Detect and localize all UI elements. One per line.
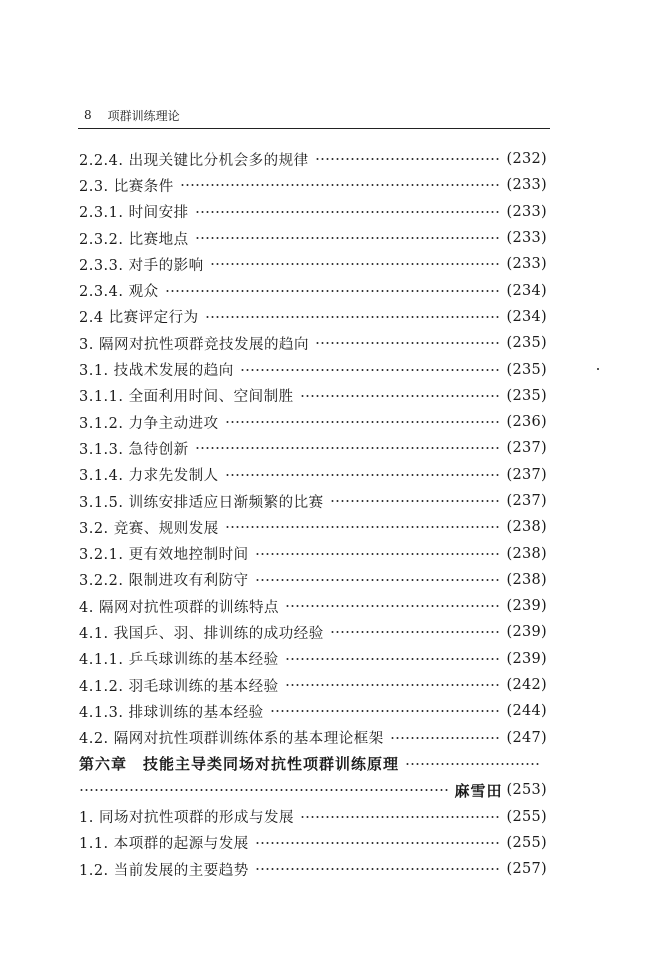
toc-entry-row [79, 593, 547, 619]
toc-entry-row [79, 803, 547, 829]
toc-entry-title: 3.2.1. 更有效地控制时间 [79, 547, 249, 564]
dot-leader [225, 524, 501, 530]
dot-leader [195, 209, 501, 215]
dot-leader [255, 551, 501, 557]
toc-entry-row [79, 304, 547, 330]
header-page-number: 8 [84, 108, 92, 122]
toc-entry-page-number: (237) [506, 493, 547, 509]
toc-entry-title: 3.2. 竞赛、规则发展 [79, 520, 219, 537]
toc-entry-title: 2.3.2. 比赛地点 [79, 231, 189, 248]
toc-entry-title: 4.1.1. 乒乓球训练的基本经验 [79, 652, 279, 669]
toc-entry-title: 3.1.5. 训练安排适应日渐频繁的比赛 [79, 494, 324, 511]
dot-leader [255, 577, 501, 583]
toc-entry-title: 1.1. 本项群的起源与发展 [79, 836, 249, 853]
toc-entry-page-number: (235) [506, 335, 547, 352]
dot-leader [330, 629, 501, 635]
toc-entry-page-number: (244) [506, 703, 547, 720]
dot-leader [405, 761, 541, 767]
dot-leader [195, 235, 501, 241]
toc-entry-row [79, 172, 547, 198]
toc-entry-page-number: (236) [506, 414, 547, 431]
toc-entry-page-number: (234) [506, 308, 547, 325]
chapter-author: 麻雪田 [454, 781, 503, 800]
toc-entry-title: 4.1. 我国乒、羽、排训练的成功经验 [79, 625, 324, 642]
chapter-heading-row [79, 751, 547, 777]
dot-leader [255, 866, 501, 872]
toc-entry-page-number: (242) [506, 677, 547, 694]
toc-entry-row [79, 567, 547, 593]
chapter-page-number: (253) [506, 782, 547, 799]
toc-entry-title: 2.3. 比赛条件 [79, 178, 174, 195]
toc-entry-row [79, 619, 547, 645]
toc-entry-title: 1.2. 当前发展的主要趋势 [79, 862, 249, 879]
stray-print-mark [597, 368, 599, 370]
toc-entry-title: 3.1.3. 急待创新 [79, 441, 189, 458]
toc-entry-title: 2.3.3. 对手的影响 [79, 257, 204, 274]
toc-entry-page-number: (237) [506, 440, 547, 457]
toc-entry-row [79, 540, 547, 566]
toc-entry-row [79, 199, 547, 225]
toc-entry-row [79, 356, 547, 382]
toc-entry-title: 3.1.2. 力争主动进攻 [79, 415, 219, 432]
toc-entry-row [79, 462, 547, 488]
toc-entry-page-number: (239) [506, 598, 547, 615]
header-rule [78, 128, 550, 129]
toc-entry-title: 2.3.4. 观众 [79, 284, 159, 301]
toc-entry-title: 4.1.2. 羽毛球训练的基本经验 [79, 678, 279, 695]
toc-entry-page-number: (233) [506, 177, 547, 194]
toc-entry-row [79, 435, 547, 461]
toc-entry-page-number: (255) [506, 808, 547, 825]
dot-leader [210, 261, 501, 267]
dot-leader [165, 288, 501, 294]
toc-entry-row [79, 488, 547, 514]
chapter-title: 第六章 技能主导类同场对抗性项群训练原理 [79, 755, 400, 774]
chapter-author-row [79, 777, 547, 803]
toc-entry-page-number: (237) [506, 466, 547, 483]
toc-entry-row [79, 698, 547, 724]
toc-entry-page-number: (239) [506, 650, 547, 667]
toc-entry-title: 3.1.4. 力求先发制人 [79, 468, 219, 485]
toc-entry-title: 3.1.1. 全面利用时间、空间制胜 [79, 389, 294, 406]
toc-entry-page-number: (232) [506, 151, 547, 168]
toc-entry-page-number: (235) [506, 387, 547, 404]
toc-entry-title: 3.1. 技战术发展的趋向 [79, 363, 234, 380]
toc-entry-row [79, 672, 547, 698]
dot-leader [315, 156, 501, 162]
toc-entry-row [79, 146, 547, 172]
toc-entry-row [79, 856, 547, 882]
toc-entry-page-number: (235) [506, 361, 547, 378]
toc-entry-row [79, 646, 547, 672]
dot-leader [255, 840, 501, 846]
toc-entry-row [79, 409, 547, 435]
toc-entry-page-number: (233) [506, 256, 547, 273]
dot-leader [285, 682, 501, 688]
toc-entry-title: 3.2.2. 限制进攻有利防守 [79, 573, 249, 590]
dot-leader [180, 182, 501, 188]
toc-entry-row [79, 225, 547, 251]
dot-leader [225, 419, 501, 425]
toc-entry-row [79, 251, 547, 277]
toc-entry-row [79, 277, 547, 303]
toc-entry-page-number: (234) [506, 282, 547, 299]
running-header [84, 104, 549, 126]
toc-entry-row [79, 330, 547, 356]
toc-entry-row [79, 725, 547, 751]
toc-entry-row [79, 514, 547, 540]
dot-leader [195, 445, 501, 451]
toc-entry-title: 2.4 比赛评定行为 [79, 310, 199, 327]
dot-leader [285, 656, 501, 662]
toc-entry-page-number: (255) [506, 834, 547, 851]
dot-leader [285, 603, 501, 609]
dot-leader [315, 340, 501, 346]
dot-leader [330, 498, 501, 504]
toc-entry-page-number: (238) [506, 519, 547, 536]
toc-entry-page-number: (257) [506, 861, 547, 878]
dot-leader [270, 708, 501, 714]
toc-entry-page-number: (239) [506, 624, 547, 641]
toc-entry-title: 4.2. 隔网对抗性项群训练体系的基本理论框架 [79, 731, 384, 748]
dot-leader [300, 393, 501, 399]
toc-entry-page-number: (247) [506, 729, 547, 746]
dot-leader [390, 735, 501, 741]
toc-entry-page-number: (233) [506, 203, 547, 220]
toc-entry-row [79, 383, 547, 409]
dot-leader [225, 472, 501, 478]
toc-entry-page-number: (233) [506, 230, 547, 247]
toc-entry-title: 4. 隔网对抗性项群的训练特点 [79, 599, 279, 616]
toc-entry-row [79, 830, 547, 856]
toc-entry-title: 2.3.1. 时间安排 [79, 205, 189, 222]
header-book-title: 项群训练理论 [107, 108, 180, 123]
toc-entry-title: 2.2.4. 出现关键比分机会多的规律 [79, 152, 309, 169]
table-of-contents [79, 146, 547, 882]
dot-leader [205, 314, 501, 320]
toc-entry-title: 4.1.3. 排球训练的基本经验 [79, 704, 264, 721]
dot-leader [79, 787, 448, 793]
dot-leader [240, 367, 501, 373]
toc-entry-page-number: (238) [506, 545, 547, 562]
toc-entry-page-number: (238) [506, 571, 547, 588]
toc-entry-title: 3. 隔网对抗性项群竞技发展的趋向 [79, 336, 309, 353]
toc-entry-title: 1. 同场对抗性项群的形成与发展 [79, 810, 294, 827]
dot-leader [300, 814, 501, 820]
